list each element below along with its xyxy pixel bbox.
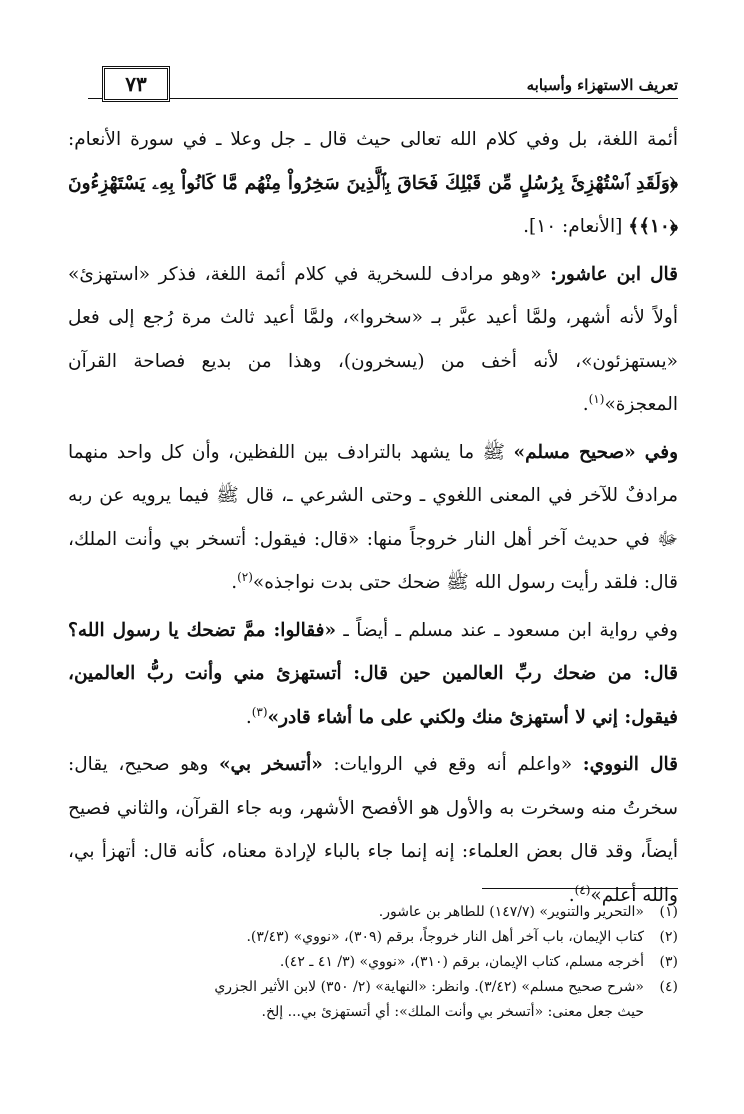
p5-text-a: «واعلم أنه وقع في الروايات:	[322, 754, 583, 775]
footnote-text: كتاب الإيمان، باب آخر أهل النار خروجاً، برقم (٣٠٩)، «نووي» (٣/٤٣).	[246, 929, 644, 945]
footnote	[68, 925, 678, 950]
footnote-text: «التحرير والتنوير» (١٤٧/٧) للطاهر بن عاشور.	[378, 904, 644, 920]
footnote-number: (٤)	[659, 979, 678, 995]
quran-verse: ﴿وَلَقَدِ ٱسْتُهْزِئَ بِرُسُلٍ مِّن قَبْلِكَ فَحَاقَ بِٱلَّذِينَ سَخِرُواْ مِنْهُم مَّا كَانُواْ بِهِۦ يَسْتَهْزِءُونَ ﴿١٠﴾﴾	[68, 172, 678, 237]
p2-text: «وهو مرادف للسخرية في كلام أئمة اللغة، فذكر «استهزئ» أولاً لأنه أشهر، ولمَّا أعيد عبَّر بـ «سخروا»، ولمَّا أعيد ثالث مرة رُجع إلى فعل «يستهزئون»، لأنه أخف من (يسخرون)، وهذا من بديع فصاحة القرآن المعجزة»	[68, 263, 678, 415]
p3-text: ﷺ ما يشهد بالترادف بين اللفظين، وأن كل واحد منهما مرادفٌ للآخر في المعنى اللغوي ـ وحتى الشرعي ـ، قال ﷺ فيما يرويه عن ربه ﷻ في حديث آخر أهل النار خروجاً منها: «قال: فيقول: أتسخر بي وأنت الملك، قال: فلقد رأيت رسول الله ﷺ ضحك حتى بدت نواجذه»	[68, 441, 678, 593]
header-rule	[88, 98, 678, 99]
footnote-text: أخرجه مسلم، كتاب الإيمان، برقم (٣١٠)، «نووي» (٣/ ٤١ ـ ٤٢).	[279, 954, 644, 970]
p5-bold: «أتسخر بي»	[218, 754, 323, 775]
paragraph-5	[68, 743, 678, 917]
footnote-text: «شرح صحيح مسلم» (٣/٤٢). وانظر: «النهاية» (٢/ ٣٥٠) لابن الأثير الجزري	[214, 979, 644, 995]
footnote-ref-4[interactable]: (٤)	[574, 882, 591, 897]
p4-bold-quote: «فقالوا: ممَّ تضحك يا رسول الله؟ قال: من ضحك ربِّ العالمين حين قال: أتستهزئ مني وأنت ربُّ العالمين، فيقول: إني لا أستهزئ منك ولكني على ما أشاء قادر»	[68, 619, 678, 728]
running-header	[88, 64, 678, 104]
p2-end: .	[582, 394, 589, 415]
paragraph-2	[68, 253, 678, 427]
footnotes	[68, 900, 678, 1025]
p3-lead: وفي «صحيح مسلم»	[513, 441, 679, 463]
paragraph-1	[68, 118, 678, 249]
p4-text: وفي رواية ابن مسعود ـ عند مسلم ـ أيضاً ـ	[336, 619, 678, 641]
running-title: تعريف الاستهزاء وأسبابه	[526, 76, 678, 94]
footnote	[68, 975, 678, 1000]
footnote-number: (٣)	[659, 954, 678, 970]
p3-end: .	[231, 572, 238, 593]
footnote-ref-2[interactable]: (٢)	[237, 569, 253, 584]
footnote-separator	[482, 888, 678, 889]
p2-lead: قال ابن عاشور:	[550, 263, 678, 285]
main-text	[68, 118, 678, 917]
footnote-ref-1[interactable]: (١)	[588, 391, 605, 406]
footnote	[68, 950, 678, 975]
p1-text-b: [الأنعام: ١٠].	[523, 216, 629, 237]
footnote-continuation: حيث جعل معنى: «أتسخر بي وأنت الملك»: أي أتستهزئ بي... إلخ.	[261, 1004, 644, 1020]
p5-end: .	[568, 884, 575, 906]
footnote-number: (٢)	[659, 929, 678, 945]
paragraph-3	[68, 431, 678, 605]
page-number: ٧٣	[102, 66, 170, 102]
paragraph-4	[68, 609, 678, 740]
footnote	[68, 900, 678, 925]
p4-end: .	[245, 706, 252, 728]
p1-text-a: أئمة اللغة، بل وفي كلام الله تعالى حيث قال ـ جل وعلا ـ في سورة الأنعام:	[68, 129, 678, 150]
footnote-number: (١)	[659, 904, 678, 920]
p5-text-b: وهو صحيح، يقال: سخرتُ منه وسخرت به والأول هو الأفصح الأشهر، وبه جاء القرآن، والثاني فصيح أيضاً، وقد قال بعض العلماء: إنه إنما جاء بالباء لإرادة معناه، كأنه قال: أتهزأ بي، والله أعلم»	[68, 754, 678, 906]
p5-lead: قال النووي:	[582, 754, 678, 775]
footnote-ref-3[interactable]: (٣)	[251, 704, 268, 719]
